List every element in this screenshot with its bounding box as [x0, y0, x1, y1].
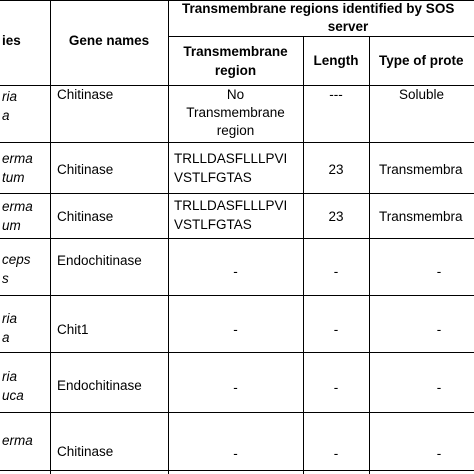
- table-rule: [369, 36, 370, 474]
- length-cell: -: [333, 264, 339, 279]
- species-cell: erma: [2, 199, 33, 214]
- gene-name-cell: Chitinase: [57, 444, 114, 459]
- species-cell: a: [2, 108, 10, 123]
- type-cell: Soluble: [399, 87, 445, 102]
- table-rule: [0, 470, 474, 471]
- species-cell: a: [2, 330, 10, 345]
- table-rule: [0, 193, 474, 194]
- header-length: Length: [313, 53, 359, 68]
- region-cell: TRLLDASFLLLPVI: [174, 151, 288, 166]
- length-cell: 23: [328, 209, 344, 224]
- region-cell: VSTLFGTAS: [174, 170, 252, 185]
- table-rule: [50, 0, 51, 474]
- region-cell: Transmembrane: [186, 105, 285, 120]
- gene-name-cell: Chitinase: [57, 87, 114, 102]
- region-cell: -: [233, 446, 238, 461]
- header-transmembrane-region-cont: region: [214, 63, 257, 78]
- gene-name-cell: Endochitinase: [57, 378, 142, 393]
- header-transmembrane-region: Transmembrane: [183, 44, 288, 59]
- species-cell: ria: [2, 369, 18, 384]
- region-cell: VSTLFGTAS: [174, 217, 252, 232]
- table-rule: [0, 295, 474, 296]
- gene-name-cell: Chitinase: [57, 209, 114, 224]
- header-species: ies: [2, 33, 21, 48]
- length-cell: -: [333, 446, 339, 461]
- table-rule: [168, 36, 474, 37]
- region-cell: -: [233, 322, 238, 337]
- type-cell: -: [436, 264, 442, 279]
- length-cell: -: [333, 322, 339, 337]
- header-gene-names: Gene names: [68, 33, 150, 48]
- header-type-of-protein: Type of prote: [379, 53, 464, 68]
- length-cell: 23: [328, 162, 344, 177]
- gene-name-cell: Endochitinase: [57, 253, 142, 268]
- species-cell: tum: [2, 170, 25, 185]
- header-group-title: Transmembrane regions identified by SOS: [182, 1, 455, 16]
- type-cell: -: [436, 322, 442, 337]
- type-cell: -: [436, 380, 442, 395]
- species-cell: s: [2, 271, 9, 286]
- table-rule: [0, 352, 474, 353]
- table-rule: [0, 142, 474, 143]
- species-cell: ria: [2, 311, 18, 326]
- region-cell: -: [233, 264, 238, 279]
- species-cell: erma: [2, 151, 33, 166]
- region-cell: region: [216, 123, 255, 138]
- length-cell: ---: [329, 87, 343, 102]
- table-rule: [0, 238, 474, 239]
- region-cell: -: [233, 380, 238, 395]
- region-cell: TRLLDASFLLLPVI: [174, 198, 288, 213]
- region-cell: No: [226, 87, 245, 102]
- gene-name-cell: Chit1: [57, 322, 89, 337]
- type-cell: -: [436, 446, 442, 461]
- table-rule: [0, 412, 474, 413]
- header-group-title-cont: server: [327, 19, 369, 34]
- species-cell: um: [2, 218, 21, 233]
- type-cell: Transmembra: [379, 209, 463, 224]
- species-cell: erma: [2, 433, 33, 448]
- species-cell: ria: [2, 89, 18, 104]
- gene-name-cell: Chitinase: [57, 162, 114, 177]
- species-cell: uca: [2, 388, 24, 403]
- type-cell: Transmembra: [379, 162, 463, 177]
- species-cell: ceps: [2, 252, 31, 267]
- length-cell: -: [333, 380, 339, 395]
